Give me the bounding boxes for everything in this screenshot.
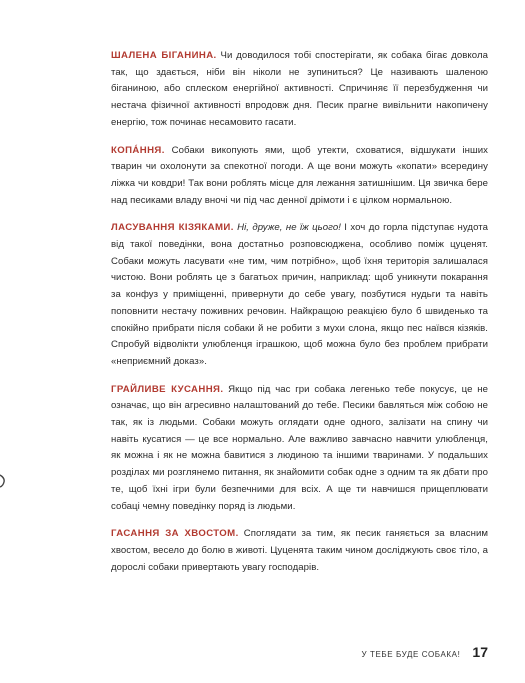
paragraph-tail-chasing — [111, 526, 488, 576]
page-number: 17 — [472, 644, 488, 660]
section-body: Споглядати за тим, як песик ганяється за власним хвостом, весело до болю в животі. Цуценята таким чином досліджують своє тіло, а дорослі собаки привертають увагу господарів. — [111, 528, 488, 573]
running-title: У ТЕБЕ БУДЕ СОБАКА! — [361, 650, 461, 659]
section-heading: ГАСАННЯ ЗА ХВОСТОМ. — [111, 528, 239, 540]
paragraph-zoomies — [111, 48, 488, 132]
section-heading: ШАЛЕНА БІГАНИНА. — [111, 50, 217, 61]
section-italic: Ні, друже, не їж цього! — [233, 222, 341, 234]
paragraph-digging — [111, 143, 488, 210]
section-body: Собаки викопують ями, щоб утекти, сховатися, відшукати інших тварин чи охолонути за спекотної погоди. А ще вони можуть «копати» всередину ліжка чи ковдри! Так вони роблять місце для лежання затишнішим. Ця звичка бере над песиками владу вночі чи під час денної дрімоти і є цілком нормальною. — [111, 144, 488, 206]
text-column — [111, 48, 488, 587]
section-heading: КОПА́ННЯ. — [111, 144, 165, 156]
section-heading: ЛАСУВАННЯ КІЗЯКАМИ. — [111, 222, 234, 234]
section-heading: ГРАЙЛИВЕ КУСАННЯ. — [111, 383, 224, 395]
illustration-fragment — [0, 473, 6, 489]
page-footer — [361, 644, 488, 660]
paragraph-eating-poop — [111, 220, 488, 370]
section-body: Якщо під час гри собака легенько тебе покусує, це не означає, що він агресивно налаштований до тебе. Песики бавляться між собою не так, як із людьми. Собаки можуть оглядати одне одного, залізати на спину чи навіть кусатися — це все нормально. Але важливо завчасно навчити улюбленця, як можна і як не можна бавитися з людиною та іншими тваринами. У подальших розділах ми розглянемо питання, як знайомити собак одне з одним та як дбати про те, щоб їхні ігри були безпечними для всіх. А ще ти навчишся прищеплювати собаці чемну поведінку поряд із людьми. — [111, 383, 488, 512]
section-body: Чи доводилося тобі спостерігати, як собака бігає довкола так, що здається, ніби він ніколи не зупиниться? Це називають шаленою біганиною, або сплеском енергійної активності. Спричиняє її перезбудження чи нестача фізичної активності впродовж дня. Песик прагне вивільнити накопичену енергію, тож починає несамовито гасати. — [111, 50, 488, 128]
paragraph-play-biting — [111, 382, 488, 516]
section-body: І хоч до горла підступає нудота від такої поведінки, вона достатньо розповсюджена, особливо поміж цуценят. Собаки можуть ласувати «не тим, чим потрібно», щоб їхня територія залишалася чистою. Вони роблять це з багатьох причин, наприклад: щоб уникнути покарання за конфуз у приміщенні, привернути до себе увагу, позбутися нудьги та навіть поповнити нестачу поживних речовин. Найкращою реакцією було б швиденько та спокійно прибрати після собаки й не робити з мухи слона, якщо пес наївся кізяків. Спробуй відволікти улюбленця іграшкою, щоб можна було без проблем прибрати «неприємний доказ». — [111, 222, 488, 367]
